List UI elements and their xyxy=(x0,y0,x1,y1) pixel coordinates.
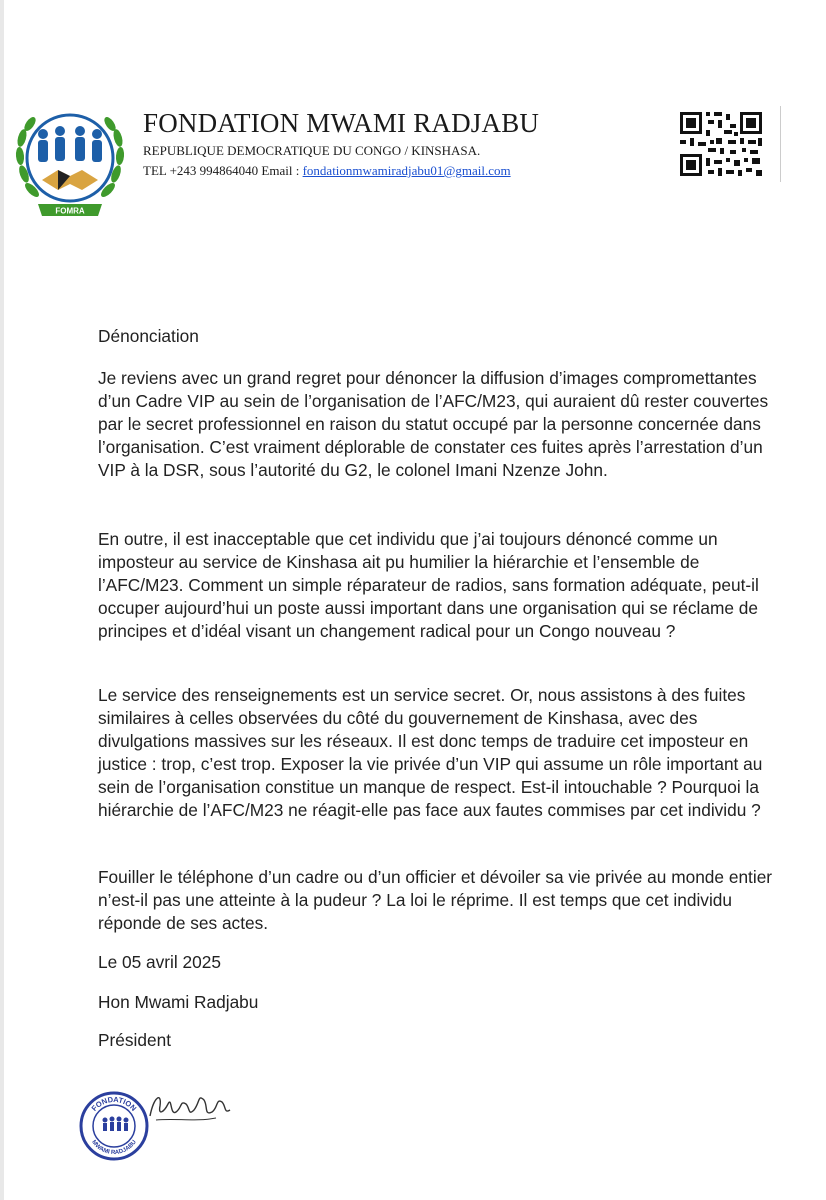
fomra-logo xyxy=(10,104,130,224)
paragraph: Je reviens avec un grand regret pour dénoncer la diffusion d’images compromettantes d’un Cadre VIP au sein de l’organisation de l’AFC/M23, qui auraient dû rester couvertes par le secret professionnel en raison du statut occupé par la personne concernée dans l’organisation. C’est vraiment déplorable de constater ces fuites après l’arrestation d’un VIP à la DSR, sous l’autorité du G2, le colonel Imani Nzenze John. xyxy=(98,368,769,480)
signer-role: Président xyxy=(98,1030,172,1050)
paragraph: Le service des renseignements est un service secret. Or, nous assistons à des fuites similaires à celles observées du côté du gouvernement de Kinshasa, avec des divulgations massives sur les réseaux. Il est donc temps de traduire cet imposteur en justice : trop, c’est trop. Exposer la vie privée d’un VIP qui assume un rôle important au sein de l’organisation constitue un manque de respect. Est-il intouchable ? Pourquoi la hiérarchie de l’AFC/M23 ne réagit-elle pas face aux fautes commises par cet individu ? xyxy=(98,685,763,820)
paragraph: En outre, il est inacceptable que cet individu que j’ai toujours dénoncé comme un imposteur au service de Kinshasa ait pu humilier la hiérarchie et l’ensemble de l’AFC/M23. Comment un simple réparateur de radios, sans formation adéquate, peut-il occuper aujourd’hui un poste aussi important dans une organisation qui se réclame de principes et d’idéal visant un changement radical pour un Congo nouveau ? xyxy=(98,529,759,641)
email-link[interactable]: fondationmwamiradjabu01@gmail.com xyxy=(302,163,511,178)
handwritten-signature xyxy=(146,1086,232,1130)
letter-subject: Dénonciation xyxy=(98,326,199,346)
stamp-text-top: FONDATION xyxy=(89,1094,139,1113)
stamp-text-bottom: MWAMI RADJABU xyxy=(90,1139,138,1157)
page-edge xyxy=(0,0,4,1200)
logo-label: FOMRA xyxy=(55,206,85,216)
signer-name: Hon Mwami Radjabu xyxy=(98,992,259,1012)
foundation-stamp xyxy=(78,1090,150,1162)
letter-date: Le 05 avril 2025 xyxy=(98,952,221,972)
organization-contact xyxy=(143,163,511,179)
qr-code xyxy=(672,106,781,182)
contact-prefix: TEL +243 994864040 Email : xyxy=(143,163,303,178)
organization-country: REPUBLIQUE DEMOCRATIQUE DU CONGO / KINSHASA. xyxy=(143,143,481,158)
paragraph: Fouiller le téléphone d’un cadre ou d’un officier et dévoiler sa vie privée au monde entier n’est-il pas une atteinte à la pudeur ? La loi le réprime. Il est temps que cet individu réponde de ses actes. xyxy=(98,867,773,933)
organization-name: FONDATION MWAMI RADJABU xyxy=(143,108,540,138)
